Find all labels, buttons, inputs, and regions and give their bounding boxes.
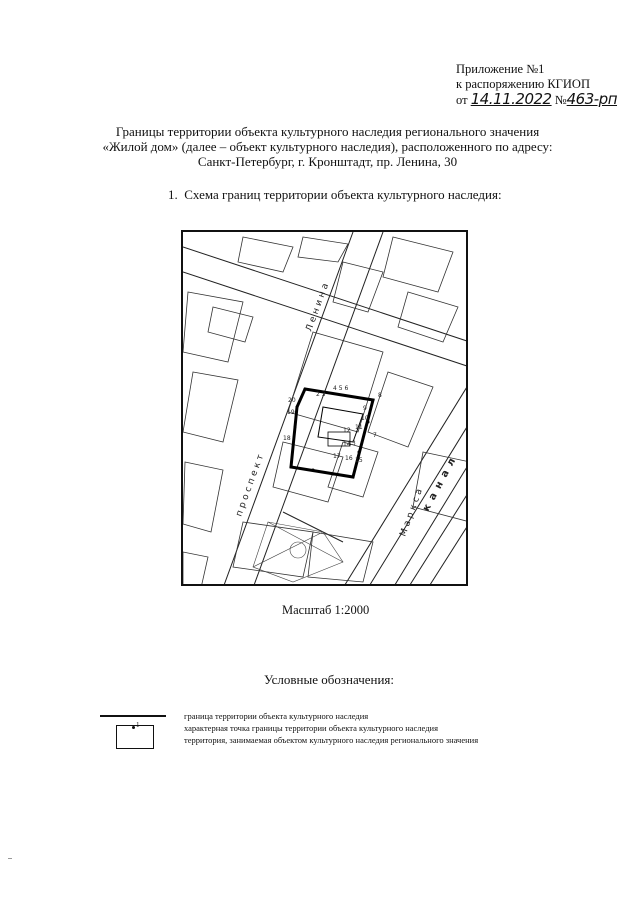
street-prospekt: проспект bbox=[234, 450, 268, 519]
street-marksa: Маркса bbox=[398, 484, 426, 539]
legend-item-territory bbox=[100, 734, 620, 746]
legend-title: Условные обозначения: bbox=[264, 672, 395, 687]
section-number: 1. bbox=[168, 187, 178, 202]
svg-text:9: 9 bbox=[363, 405, 367, 412]
svg-text:10: 10 bbox=[361, 415, 369, 422]
svg-text:16: 16 bbox=[345, 455, 353, 462]
svg-text:20: 20 bbox=[288, 397, 296, 404]
order-date: 14.11.2022 bbox=[470, 90, 552, 108]
canal-label: канал bbox=[420, 451, 461, 514]
date-prefix: от bbox=[456, 93, 468, 107]
legend-text: характерная точка границы территории объекта культурного наследия bbox=[184, 723, 438, 733]
map-drawing bbox=[183, 232, 468, 586]
svg-text:2 3: 2 3 bbox=[316, 391, 326, 398]
legend-text: территория, занимаемая объектом культурного наследия регионального значения bbox=[184, 735, 479, 745]
svg-text:17: 17 bbox=[333, 453, 341, 460]
title-line3: Санкт-Петербург, г. Кронштадт, пр. Ленина, 30 bbox=[197, 154, 458, 169]
legend-item-boundary bbox=[100, 710, 620, 722]
svg-text:13: 13 bbox=[348, 440, 356, 447]
appendix-date-line bbox=[456, 92, 631, 108]
appendix-line1: Приложение №1 bbox=[456, 62, 545, 76]
margin-mark bbox=[8, 858, 12, 859]
svg-text:4 5 6: 4 5 6 bbox=[333, 385, 349, 392]
title-line2: «Жилой дом» (далее – объект культурного наследия), расположенного по адресу: bbox=[102, 139, 553, 154]
svg-text:19: 19 bbox=[287, 409, 295, 416]
order-number: 463-рп bbox=[566, 90, 618, 108]
point-symbol-label: 1 bbox=[136, 721, 140, 729]
document-title bbox=[60, 124, 595, 169]
section-heading bbox=[168, 187, 502, 203]
boundary-map bbox=[181, 230, 468, 586]
svg-text:14: 14 bbox=[343, 441, 351, 448]
territory-box-symbol bbox=[100, 734, 166, 756]
legend-item-point bbox=[100, 722, 620, 734]
svg-text:11: 11 bbox=[355, 424, 363, 431]
legend bbox=[100, 710, 620, 746]
legend-text: граница территории объекта культурного наследия bbox=[184, 711, 369, 721]
svg-text:18: 18 bbox=[283, 435, 291, 442]
title-line1: Границы территории объекта культурного наследия регионального значения bbox=[115, 124, 540, 139]
appendix-line2: к распоряжению КГИОП bbox=[456, 77, 590, 91]
appendix-header bbox=[456, 62, 631, 108]
boundary-points bbox=[290, 388, 375, 479]
boundary-line-symbol bbox=[100, 710, 166, 722]
street-lenina: Ленина bbox=[304, 279, 333, 334]
number-prefix: № bbox=[554, 93, 567, 107]
svg-text:15: 15 bbox=[355, 457, 363, 464]
svg-text:8: 8 bbox=[378, 392, 382, 399]
map-scale: Масштаб 1:2000 bbox=[282, 603, 370, 617]
svg-text:7: 7 bbox=[373, 432, 377, 439]
svg-text:12: 12 bbox=[343, 427, 351, 434]
section-title: Схема границ территории объекта культурного наследия: bbox=[184, 187, 502, 202]
